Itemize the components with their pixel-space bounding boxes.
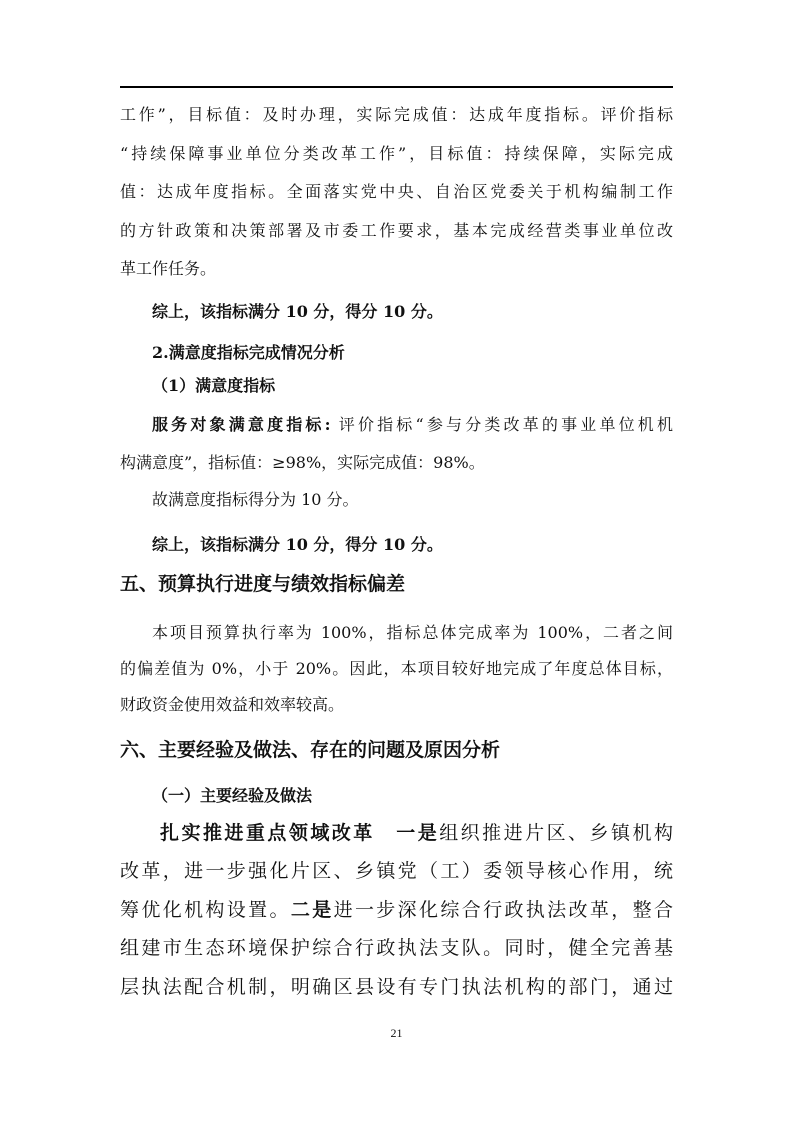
text-line [152, 417, 673, 433]
text-span: 筹优化机构设置。 [120, 899, 291, 921]
subsection-heading: （一）主要经验及做法 [152, 786, 313, 805]
bold-lead: 扎实推进重点领域改革 [160, 822, 375, 844]
text-line: 的方针政策和决策部署及市委工作要求，基本完成经营类事业单位改 [120, 221, 673, 240]
summary-line: 综上，该指标满分 10 分，得分 10 分。 [152, 535, 443, 554]
text-line: 构满意度”，指标值：≥98%，实际完成值：98%。 [120, 453, 485, 472]
text-line: 的偏差值为 0%，小于 20%。因此，本项目较好地完成了年度总体目标， [120, 659, 673, 678]
text-line [160, 824, 673, 843]
text-line: 财政资金使用效益和效率较高。 [120, 695, 345, 714]
bold-lead: 服务对象满意度指标: [152, 415, 331, 434]
chapter-heading: 六、主要经验及做法、存在的问题及原因分析 [120, 739, 501, 761]
subsection-heading: （1）满意度指标 [152, 376, 276, 395]
bold-lead: 一是 [396, 822, 440, 844]
text-span: 评价指标“参与分类改革的事业单位机机 [330, 415, 673, 434]
text-line: 故满意度指标得分为 10 分。 [152, 490, 359, 509]
header-rule [120, 86, 673, 88]
text-line: 革工作任务。 [120, 259, 217, 278]
text-span: 进一步深化综合行政执法改革，整合 [333, 899, 673, 921]
bold-lead: 二是 [290, 899, 334, 921]
section-heading: 2.满意度指标完成情况分析 [152, 343, 345, 362]
text-span: 组织推进片区、乡镇机构 [439, 822, 673, 844]
text-line: 组建市生态环境保护综合行政执法支队。同时，健全完善基 [120, 937, 673, 959]
text-line: 改革，进一步强化片区、乡镇党（工）委领导核心作用，统 [120, 860, 673, 882]
text-line [120, 901, 673, 920]
text-line: 工作”，目标值：及时办理，实际完成值：达成年度指标。评价指标 [120, 105, 673, 124]
text-span [375, 822, 396, 844]
text-line: “持续保障事业单位分类改革工作”，目标值：持续保障，实际完成 [120, 144, 673, 163]
page-number: 21 [390, 1026, 403, 1040]
text-line: 值：达成年度指标。全面落实党中央、自治区党委关于机构编制工作 [120, 182, 673, 201]
chapter-heading: 五、预算执行进度与绩效指标偏差 [120, 573, 406, 595]
text-line: 层执法配合机制，明确区县设有专门执法机构的部门，通过 [120, 976, 673, 998]
text-line: 本项目预算执行率为 100%，指标总体完成率为 100%，二者之间 [152, 623, 673, 642]
summary-line: 综上，该指标满分 10 分，得分 10 分。 [152, 302, 443, 321]
